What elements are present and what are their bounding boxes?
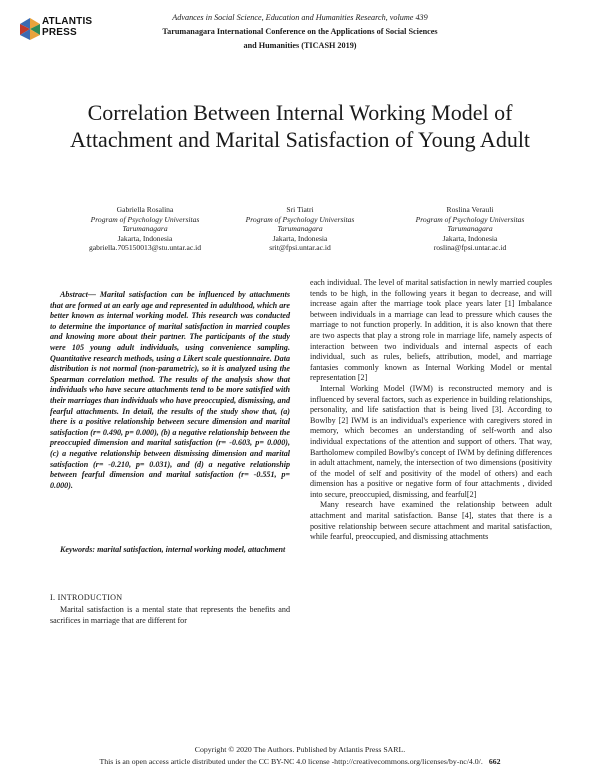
body-paragraph-2: Internal Working Model (IWM) is reconstructed memory and is influenced by several factors, such as experience in building relationships, personality, and life satisfaction that is being lived [3]. According to Bowlby [2] IWM is an individual's experience with caregivers stored in memory, which becomes an understanding of self-worth and also individual expectations of the attention and support of others. That way, Bartholomew compiled Bowlby's concept of IWM by defining differences in adult attachment, namely, the intersection of two dimensions (positivity of the model of self and positivity of the model of others) and each dimension has a positive or negative form of four attachments , divided into secure, preoccupied, dismissing, and fearful[2] xyxy=(310,383,552,499)
author-email[interactable]: gabriella.705150013@stu.untar.ac.id xyxy=(88,243,201,252)
abstract-text: Abstract— Marital satisfaction can be influenced by attachments that are formed at an early age and represented in adulthood, which are better known as internal working model. This research was conducted to determine the importance of marital satisfaction in married couples and knowing more about their partner. The participants of the study were 105 young adult individuals, using convenience sampling. Quantitative research methods, using a Likert scale questionnaire. Data distribution is not normal (non-parametric), so it is analyzed using the Spearman correlation method. The results of the analysis show that individuals who have secure attachments tend to be more satisfied with their marriages than individuals who have preoccupied, dismissing, and fearful attachments. In detail, the results of the study show that, (a) there is a positive relationship between secure dimension and marital satisfaction (r= 0.490, p= 0.000), (b) a negative relationship between the preoccupied dimension and marital satisfaction (r= -0.603, p= 0.000), (c) a negative relationship between dismissing dimension and marital satisfaction (r= -0.210, p= 0.031), and (d) a negative relationship between fearful dimension and marital satisfaction (r= -0.551, p= 0.000). xyxy=(50,290,290,490)
footer-license xyxy=(0,757,600,766)
author-affiliation: Program of Psychology Universitas Tarumanagara xyxy=(245,214,355,233)
keywords xyxy=(50,545,290,556)
body-paragraph-1: each individual. The level of marital satisfaction in newly married couples tends to be high, in the following years it began to decrease, and will increase again after the marriage took place years later [1] Imbalance between individuals in a marriage can lead to pressure which causes the marriage to not function properly. In addition, it is also known that there are two aspects that play a strong role in marriage life, namely aspects of interaction between two individuals and internal aspects of each individual, such as rules, beliefs, attribution, model, and marriage fantasies commonly known as Internal Working Model or mental representation [2] xyxy=(310,278,552,383)
section-heading-introduction: I. INTRODUCTION xyxy=(50,593,123,602)
conference-title-line1: Tarumanagara International Conference on the Applications of Social Sciences xyxy=(162,27,438,36)
introduction-left xyxy=(50,605,290,626)
author-location: Jakarta, Indonesia xyxy=(117,233,173,243)
body-paragraph-3: Many research have examined the relationship between adult attachment and marital satisfaction. Banse [4], states that there is a positive relationship between secure attachment and marital satisfaction, while fearful, preoccupied, and dismissing attachments xyxy=(310,500,552,542)
footer-copyright: Copyright © 2020 The Authors. Published by Atlantis Press SARL. xyxy=(194,745,406,754)
logo-line2: PRESS xyxy=(42,27,77,38)
author-2 xyxy=(225,205,375,253)
author-location: Jakarta, Indonesia xyxy=(272,233,328,243)
author-affiliation: Program of Psychology Universitas Tarumanagara xyxy=(90,214,200,233)
intro-paragraph: Marital satisfaction is a mental state that represents the benefits and sacrifices in marriage that are different for xyxy=(50,605,290,625)
author-3 xyxy=(395,205,545,253)
author-1 xyxy=(70,205,220,253)
author-email[interactable]: srit@fpsi.untar.ac.id xyxy=(269,243,331,252)
author-location: Jakarta, Indonesia xyxy=(442,233,498,243)
series-title: Advances in Social Science, Education and Humanities Research, volume 439 xyxy=(172,13,428,22)
logo-line1: ATLANTIS xyxy=(42,16,93,27)
keywords-text: Keywords: marital satisfaction, internal working model, attachment xyxy=(60,545,286,554)
author-name: Gabriella Rosalina xyxy=(116,205,174,214)
author-name: Sri Tiatri xyxy=(286,205,314,214)
right-column xyxy=(310,278,552,543)
paper-title: Correlation Between Internal Working Model of Attachment and Marital Satisfaction of Young Adult xyxy=(69,100,531,152)
author-name: Roslina Verauli xyxy=(446,205,494,214)
page-number: 662 xyxy=(488,757,501,766)
author-email[interactable]: roslina@fpsi.untar.ac.id xyxy=(433,243,507,252)
conference-title-line2: and Humanities (TICASH 2019) xyxy=(243,41,357,50)
license-text[interactable]: This is an open access article distributed under the CC BY-NC 4.0 license -http://creativecommons.org/licenses/by-nc/4.0/. xyxy=(99,757,483,766)
abstract xyxy=(50,290,290,491)
author-affiliation: Program of Psychology Universitas Tarumanagara xyxy=(415,214,525,233)
